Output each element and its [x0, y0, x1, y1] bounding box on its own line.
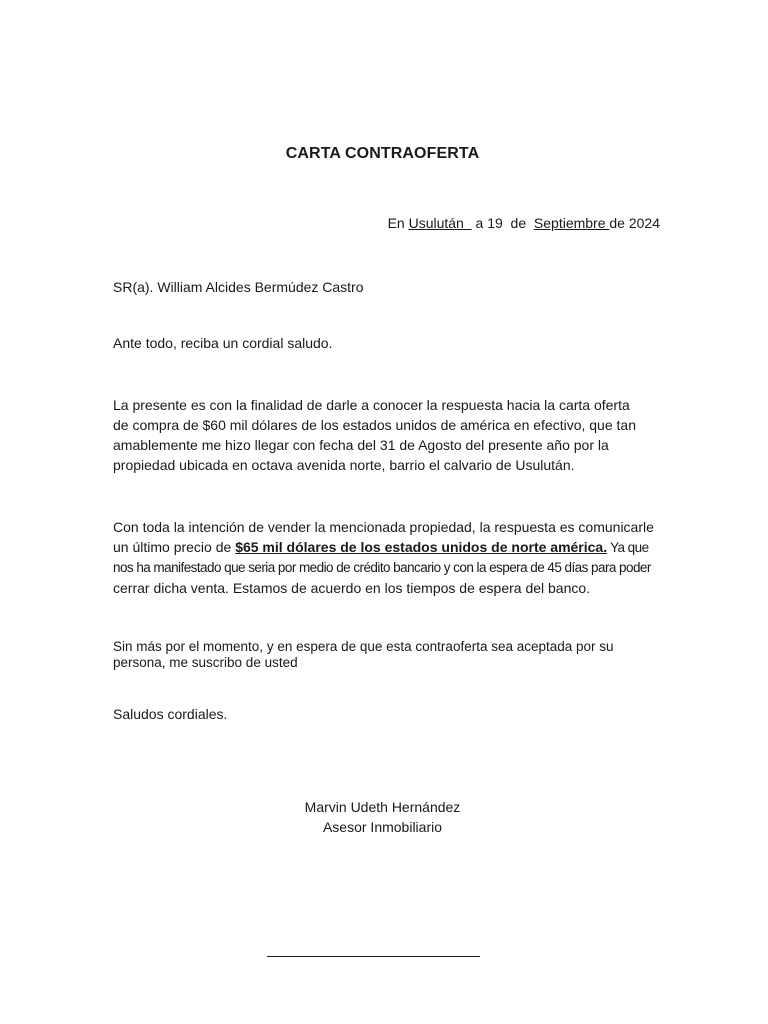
dateline-suffix: de 2024: [609, 215, 660, 231]
counteroffer-line-4: cerrar dicha venta. Estamos de acuerdo en los tiempos de espera del banco.: [113, 580, 591, 596]
counteroffer-line-2-prefix: un último precio de: [113, 539, 236, 555]
counteroffer-line-3: nos ha manifestado que seria por medio de crédito bancario y con la espera de 45 días para poder: [113, 560, 651, 575]
counteroffer-price: $65 mil dólares de los estados unidos de norte américa.: [235, 539, 608, 555]
signature-name: Marvin Udeth Hernández: [304, 799, 461, 815]
paragraph-offer-reference: La presente es con la finalidad de darle a conocer la respuesta hacia la carta oferta de compra de $60 mil dólares de los estados unidos de américa en efectivo, que tan amablemente me hizo llegar con fecha del 31 de Agosto del presente año por la propiedad ubicada en octava avenida norte, barrio el calvario de Usulután.: [113, 397, 636, 473]
counteroffer-line-2-suffix: Ya que: [607, 540, 649, 555]
salutation: SR(a). William Alcides Bermúdez Castro: [113, 279, 364, 295]
signature-role: Asesor Inmobiliario: [322, 819, 443, 835]
dateline-city: Usulután: [408, 215, 472, 231]
dateline-prefix: En: [387, 215, 409, 231]
paragraph-farewell: Sin más por el momento, y en espera de que esta contraoferta sea aceptada por su persona, me suscribo de usted: [113, 639, 614, 670]
signature-block: [0, 797, 765, 837]
signature-line: [267, 956, 480, 957]
dateline-month: Septiembre: [533, 215, 610, 231]
greeting: Ante todo, reciba un cordial saludo.: [113, 335, 333, 351]
dateline-middle: a 19 de: [471, 215, 534, 231]
closing: Saludos cordiales.: [113, 706, 228, 722]
counteroffer-line-1: Con toda la intención de vender la mencionada propiedad, la respuesta es comunicarle: [113, 519, 654, 535]
document-title: CARTA CONTRAOFERTA: [285, 145, 480, 162]
counteroffer-line-2: [113, 537, 653, 558]
dateline: [388, 215, 660, 231]
paragraph-counteroffer: [113, 517, 653, 598]
